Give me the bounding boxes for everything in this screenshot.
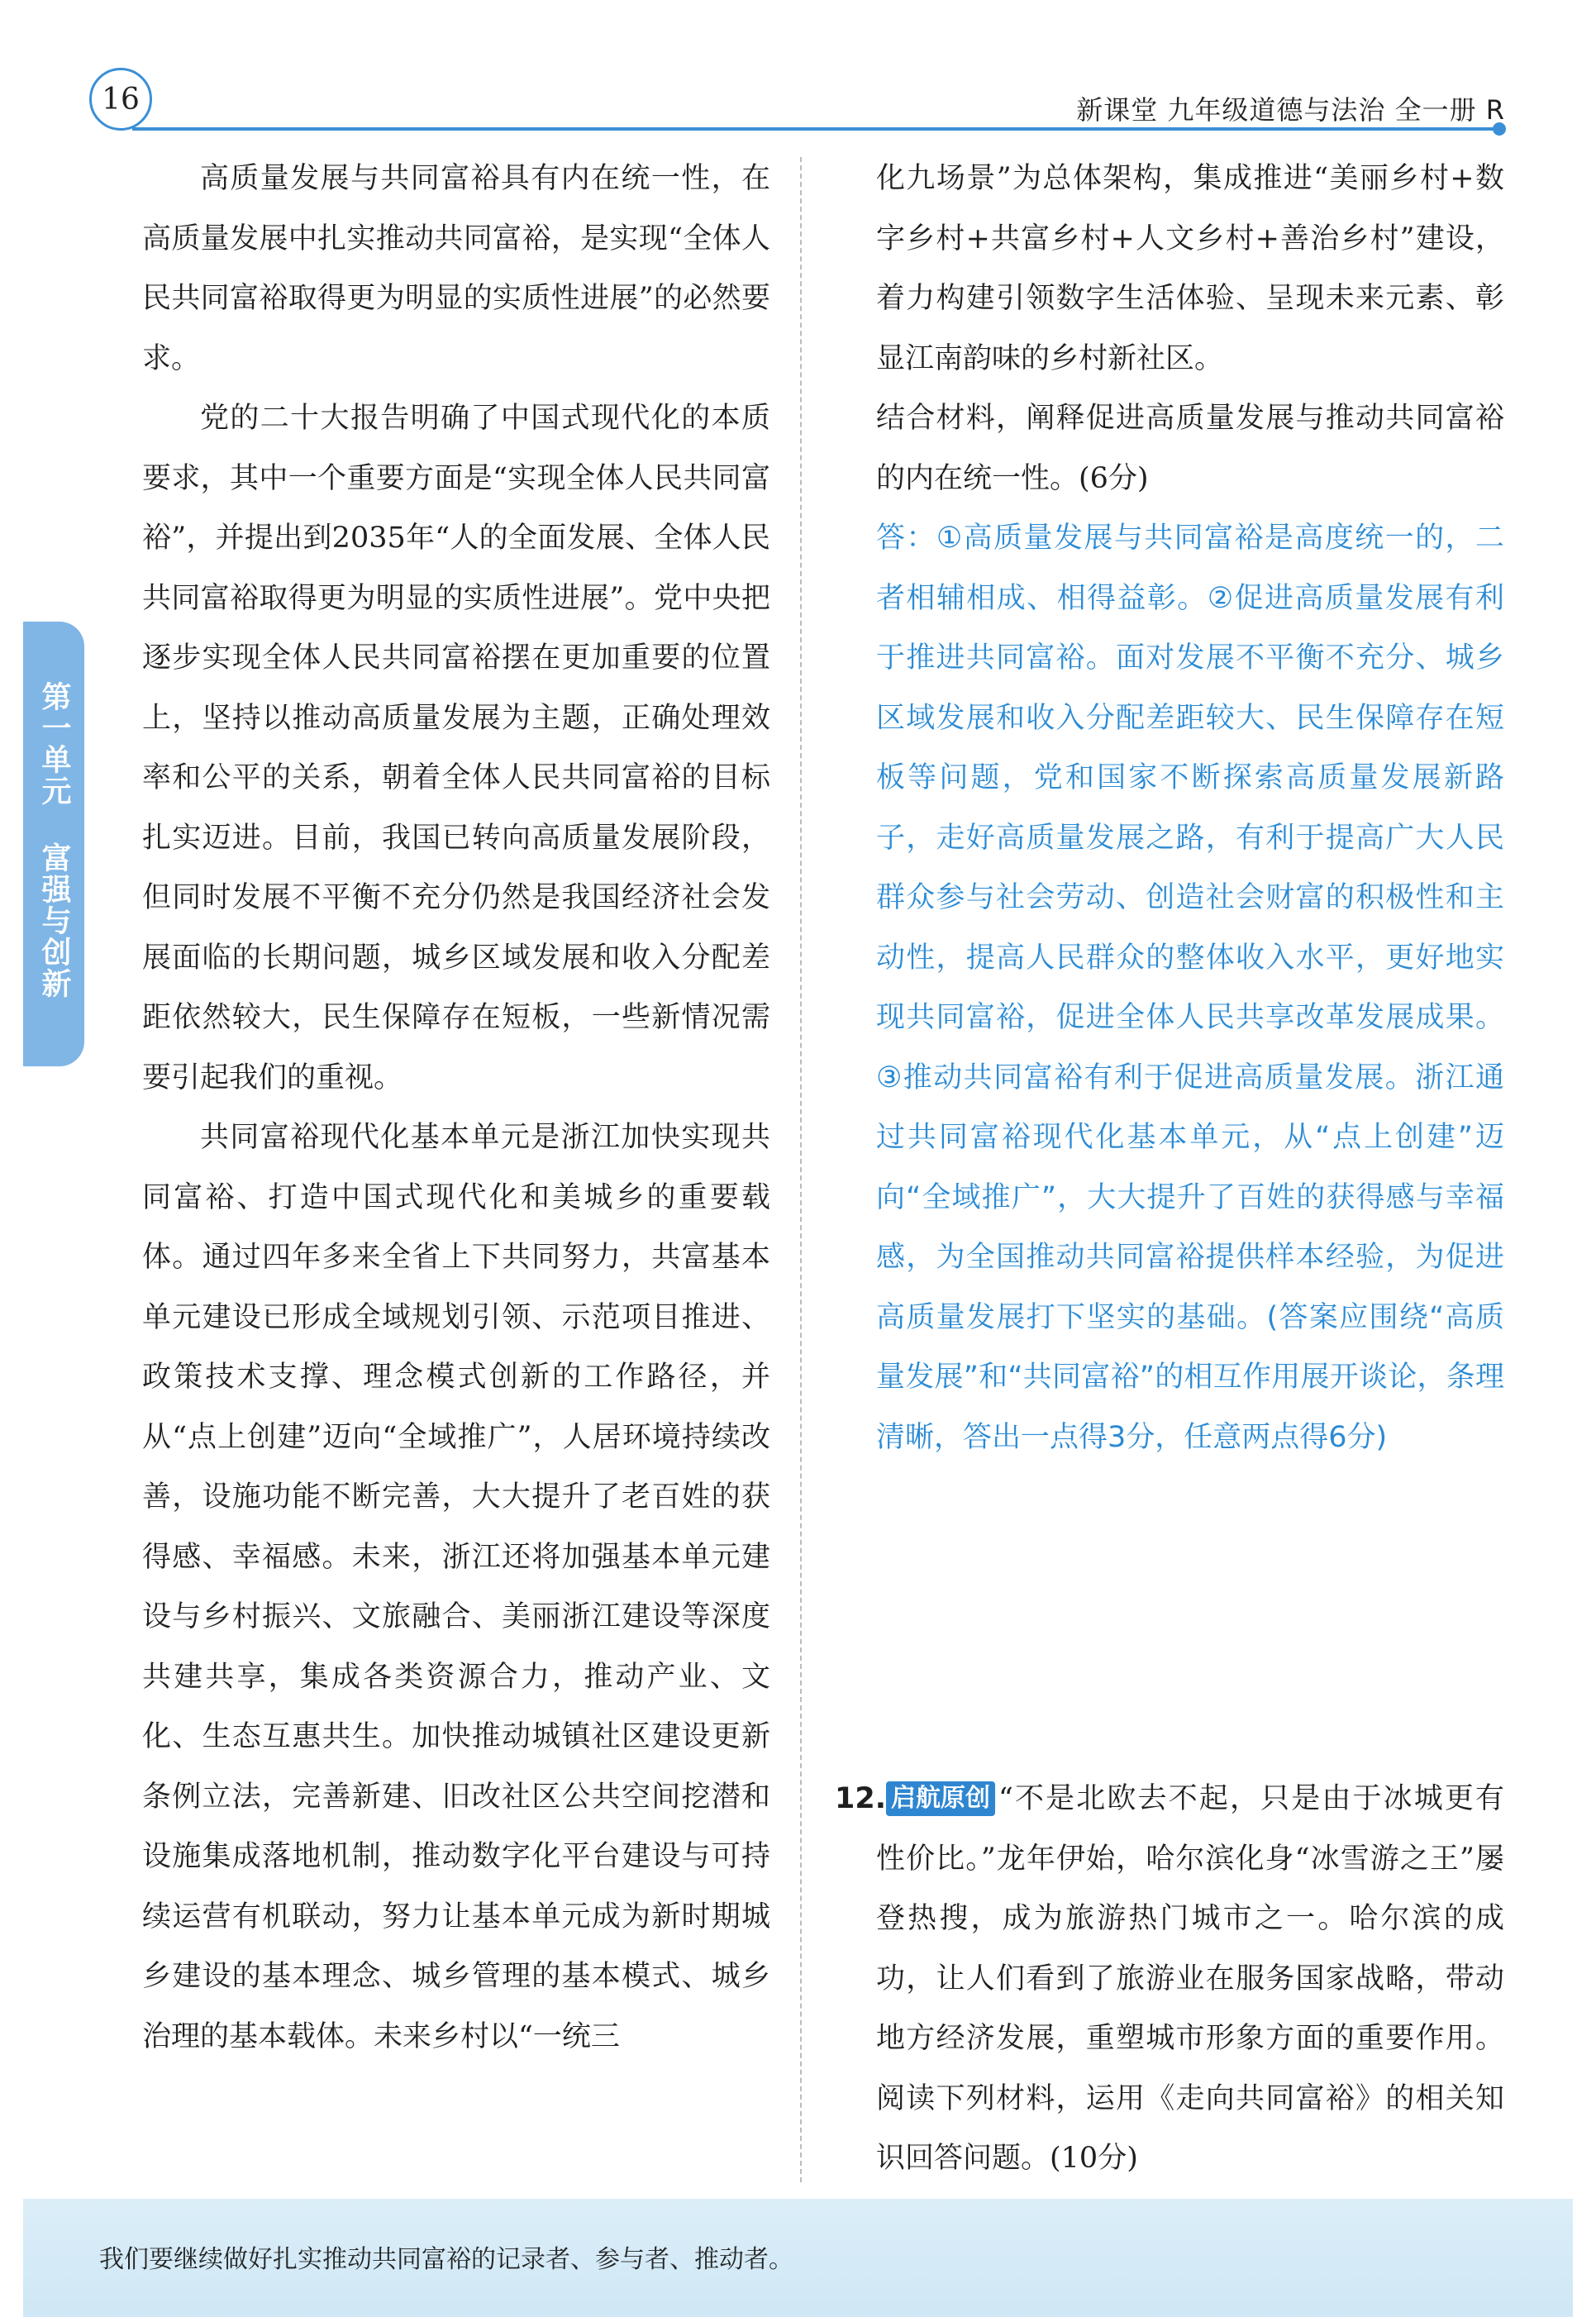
unit-side-tab xyxy=(23,622,84,1066)
left-column xyxy=(142,149,770,2067)
paragraph: 共同富裕现代化基本单元是浙江加快实现共同富裕、打造中国式现代化和美城乡的重要载体。通过四年多来全省上下共同努力，共富基本单元建设已形成全域规划引领、示范项目推进、政策技术支撑、理念模式创新的工作路径，并从“点上创建”迈向“全域推广”，人居环境持续改善，设施功能不断完善，大大提升了老百姓的获得感、幸福感。未来，浙江还将加强基本单元建设与乡村振兴、文旅融合、美丽浙江建设等深度共建共享，集成各类资源合力，推动产业、文化、生态互惠共生。加快推动城镇社区建设更新条例立法，完善新建、旧改社区公共空间挖潜和设施集成落地机制，推动数字化平台建设与可持续运营有机联动，努力让基本单元成为新时期城乡建设的基本理念、城乡管理的基本模式、城乡治理的基本载体。未来乡村以“一统三 xyxy=(142,1121,770,2053)
footer-motto: 我们要继续做好扎实推动共同富裕的记录者、参与者、推动者。 xyxy=(99,2245,793,2274)
question-12-text: “不是北欧去不起，只是由于冰城更有性价比。”龙年伊始，哈尔滨化身“冰雪游之王”屡登热搜，成为旅游热门城市之一。哈尔滨的成功，让人们看到了旅游业在服务国家战略，带动地方经济发展，重塑城市形象方面的重要作用。阅读下列材料，运用《走向共同富裕》的相关知识回答问题。(10分) xyxy=(876,1782,1504,2175)
material-continuation: 化九场景”为总体架构，集成推进“美丽乡村+数字乡村+共富乡村+人文乡村+善治乡村”建设，着力构建引领数字生活体验、呈现未来元素、彰显江南韵味的乡村新社区。 xyxy=(876,162,1504,375)
answer-text: 答：①高质量发展与共同富裕是高度统一的，二者相辅相成、相得益彰。②促进高质量发展有利于推进共同富裕。面对发展不平衡不充分、城乡区域发展和收入分配差距较大、民生保障存在短板等问题，党和国家不断探索高质量发展新路子，走好高质量发展之路，有利于提高广大人民群众参与社会劳动、创造社会财富的积极性和主动性，提高人民群众的整体收入水平，更好地实现共同富裕，促进全体人民共享改革发展成果。③推动共同富裕有利于促进高质量发展。浙江通过共同富裕现代化基本单元，从“点上创建”迈向“全域推广”，大大提升了百姓的获得感与幸福感，为全国推动共同富裕提供样本经验，为促进高质量发展打下坚实的基础。(答案应围绕“高质量发展”和“共同富裕”的相互作用展开谈论，条理清晰，答出一点得3分，任意两点得6分) xyxy=(876,522,1504,1454)
paragraph: 高质量发展与共同富裕具有内在统一性，在高质量发展中扎实推动共同富裕，是实现“全体人民共同富裕取得更为明显的实质性进展”的必然要求。 xyxy=(142,162,770,375)
question-number: 12. xyxy=(835,1782,887,1815)
column-divider xyxy=(800,157,802,2182)
book-title: 新课堂 九年级道德与法治 全一册 R xyxy=(1076,94,1505,126)
right-column xyxy=(876,149,1504,1467)
page-number: 16 xyxy=(89,68,152,131)
question-12 xyxy=(835,1769,1504,2189)
paragraph: 党的二十大报告明确了中国式现代化的本质要求，其中一个重要方面是“实现全体人民共同富裕”，并提出到2035年“人的全面发展、全体人民共同富裕取得更为明显的实质性进展”。党中央把逐步实现全体人民共同富裕摆在更加重要的位置上，坚持以推动高质量发展为主题，正确处理效率和公平的关系，朝着全体人民共同富裕的目标扎实迈进。目前，我国已转向高质量发展阶段，但同时发展不平衡不充分仍然是我国经济社会发展面临的长期问题，城乡区域发展和收入分配差距依然较大，民生保障存在短板，一些新情况需要引起我们的重视。 xyxy=(142,402,770,1094)
unit-side-tab-label: 第一单元 富强与创新 xyxy=(37,681,71,999)
original-question-badge: 启航原创 xyxy=(886,1781,995,1816)
question-prompt: 结合材料，阐释促进高质量发展与推动共同富裕的内在统一性。(6分) xyxy=(876,402,1504,495)
header-rule xyxy=(132,127,1496,131)
